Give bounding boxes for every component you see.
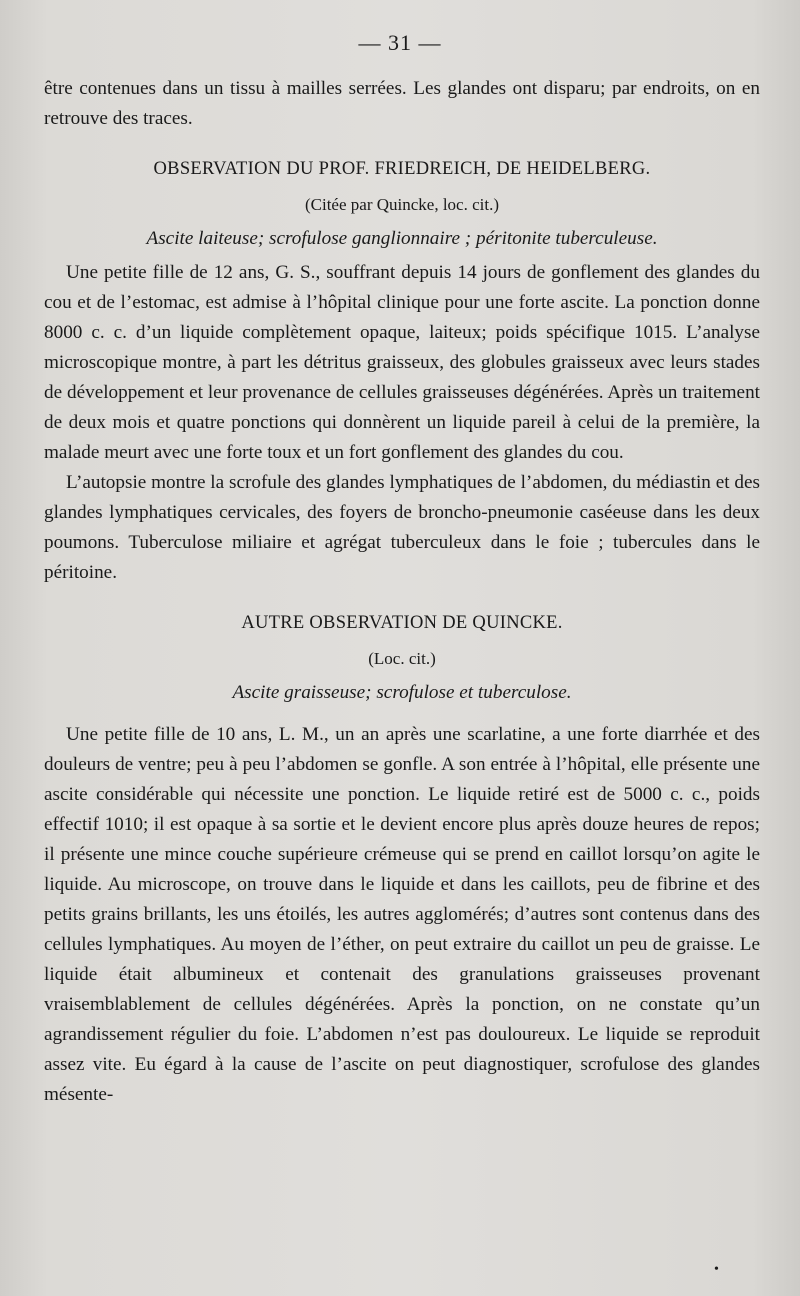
paragraph-autopsy: L’autopsie montre la scrofule des glandes lymphatiques de l’abdomen, du médiastin et des glandes lymphatiques cervicales, des foyers de broncho-pneumonie caséeuse dans les deux poumons. Tuberculose miliaire et agrégat tuberculeux dans le foie ; tubercules dans le péritoine. [44,472,760,583]
paragraph-case-1: Une petite fille de 12 ans, G. S., souffrant depuis 14 jours de gonflement des glandes du cou et de l’estomac, est admise à l’hôpital clinique pour une forte ascite. La ponction donne 8000 c. c. d’un liquide complètement opaque, laiteux; poids spécifique 1015. L’analyse microscopique montre, à part les détritus graisseux, des globules graisseux avec leurs stades de développement et leur provenance de cellules graisseuses dégénérées. Après un traitement de deux mois et quatre ponctions qui donnèrent un liquide pareil à celui de la première, la malade meurt avec une forte toux et un fort gonflement des glandes du cou. [44,262,760,463]
observation-subtitle-2: Ascite graisseuse; scrofulose et tuberculose. [232,682,572,703]
citation-quincke: (Citée par Quincke, loc. cit.) [304,195,499,214]
citation-loc-cit: (Loc. cit.) [368,649,436,668]
page-number: — 31 — [358,30,442,55]
paragraph-continuation: être contenues dans un tissu à mailles serrées. Les glandes ont disparu; par endroits, on en retrouve des traces. [44,78,760,129]
section-heading-quincke: AUTRE OBSERVATION DE QUINCKE. [241,613,563,633]
body-text [44,74,760,1110]
section-heading-friedreich: OBSERVATION DU PROF. FRIEDREICH, DE HEIDELBERG. [153,159,651,179]
paragraph-case-2: Une petite fille de 10 ans, L. M., un an après une scarlatine, a une forte diarrhée et des douleurs de ventre; peu à peu l’abdomen se gonfle. A son entrée à l’hôpital, elle présente une ascite considérable qui nécessite une ponction. Le liquide retiré est de 5000 c. c., poids effectif 1010; il est opaque à sa sortie et le devient encore plus après douze heures de repos; il présente une mince couche supérieure crémeuse qui se prend en caillot lorsqu’on agite le liquide. Au microscope, on trouve dans le liquide et dans les caillots, peu de fibrine et des petits grains brillants, les uns étoilés, les autres agglomérés; d’autres sont contenus dans des cellules lymphatiques. Au moyen de l’éther, on peut extraire du caillot un peu de graisse. Le liquide était albumineux et contenait des granulations graisseuses provenant vraisemblablement de cellules dégénérées. Après la ponction, on ne constate qu’un agrandissement régulier du foie. L’abdomen n’est pas douloureux. Le liquide se reproduit assez vite. Eu égard à la cause de l’ascite on peut diagnostiquer, scrofulose des glandes mésente- [44,724,760,1105]
printer-mark: • [714,1262,719,1277]
observation-subtitle-1: Ascite laiteuse; scrofulose ganglionnaire ; péritonite tuberculeuse. [146,228,658,249]
